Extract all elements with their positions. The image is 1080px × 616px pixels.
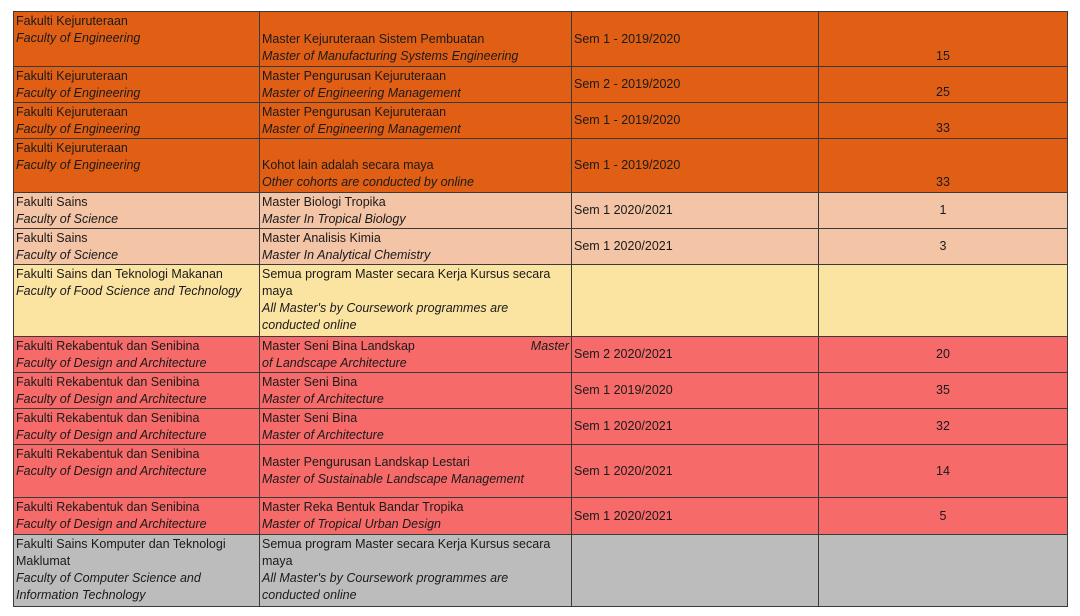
programme-name-en: Master In Analytical Chemistry — [262, 248, 431, 262]
programme-cell[interactable] — [260, 498, 572, 534]
semester-value: Sem 1 2020/2021 — [574, 203, 673, 217]
count-cell[interactable] — [819, 12, 1068, 66]
semester-value: Sem 1 2020/2021 — [574, 508, 673, 523]
programme-name-en: Master In Tropical Biology — [262, 212, 406, 226]
faculty-name-en: Faculty of Engineering — [16, 31, 141, 45]
programme-cell[interactable] — [260, 193, 572, 228]
table-row — [13, 265, 1068, 337]
semester-cell[interactable] — [572, 229, 819, 264]
count-cell[interactable] — [819, 265, 1068, 336]
programme-cell[interactable] — [260, 67, 572, 102]
programme-name-en: Master of Engineering Management — [262, 122, 461, 136]
programme-name-line — [262, 338, 569, 355]
faculty-name-en: Faculty of Design and Architecture — [16, 356, 207, 370]
programme-name-ms: Master Seni Bina — [262, 375, 358, 389]
semester-cell[interactable] — [572, 139, 819, 192]
semester-value: Sem 1 - 2019/2020 — [574, 158, 681, 172]
table-row — [13, 11, 1068, 67]
semester-cell[interactable] — [572, 445, 819, 497]
faculty-name-ms: Fakulti Rekabentuk dan Senibina — [16, 339, 200, 353]
programme-table — [13, 11, 1068, 607]
faculty-cell[interactable] — [13, 103, 260, 138]
semester-cell[interactable] — [572, 265, 819, 336]
table-row — [13, 445, 1068, 498]
count-value: 1 — [939, 203, 947, 217]
faculty-name-ms: Fakulti Sains dan Teknologi Makanan — [16, 267, 223, 281]
programme-name-en: of Landscape Architecture — [262, 356, 407, 370]
table-row — [13, 373, 1068, 409]
faculty-cell[interactable] — [13, 67, 260, 102]
faculty-name-ms: Fakulti Kejuruteraan — [16, 141, 128, 155]
faculty-name-ms: Fakulti Kejuruteraan — [16, 14, 128, 28]
faculty-cell[interactable] — [13, 409, 260, 444]
programme-name-ms: Master Seni Bina Landskap — [262, 339, 415, 353]
programme-name-ms: Master Biologi Tropika — [262, 195, 386, 209]
programme-name-ms: Master Reka Bentuk Bandar Tropika — [262, 500, 464, 514]
semester-value: Sem 2 - 2019/2020 — [574, 77, 681, 91]
semester-cell[interactable] — [572, 409, 819, 444]
faculty-name-en: Faculty of Computer Science and Information Technology — [16, 571, 201, 602]
count-value: 15 — [936, 49, 950, 63]
count-cell[interactable] — [819, 229, 1068, 264]
semester-value: Sem 1 - 2019/2020 — [574, 31, 681, 46]
faculty-cell[interactable] — [13, 229, 260, 264]
programme-cell[interactable] — [260, 337, 572, 372]
faculty-cell[interactable] — [13, 139, 260, 192]
table-row — [13, 498, 1068, 535]
faculty-name-en: Faculty of Design and Architecture — [16, 392, 207, 406]
count-cell[interactable] — [819, 498, 1068, 534]
programme-cell[interactable] — [260, 445, 572, 497]
faculty-cell[interactable] — [13, 265, 260, 336]
faculty-name-en: Faculty of Design and Architecture — [16, 464, 207, 478]
faculty-cell[interactable] — [13, 12, 260, 66]
faculty-cell[interactable] — [13, 498, 260, 534]
count-cell[interactable] — [819, 193, 1068, 228]
count-value: 25 — [936, 85, 950, 99]
programme-name-en: All Master's by Coursework programmes are conducted online — [262, 571, 509, 602]
programme-name-ms: Master Kejuruteraan Sistem Pembuatan — [262, 32, 485, 46]
programme-name-en: Master of Architecture — [262, 392, 384, 406]
table-row — [13, 409, 1068, 445]
faculty-name-en: Faculty of Design and Architecture — [16, 428, 207, 442]
programme-name-ms: Master Analisis Kimia — [262, 231, 381, 245]
faculty-name-ms: Fakulti Rekabentuk dan Senibina — [16, 500, 200, 514]
faculty-name-en: Faculty of Engineering — [16, 122, 141, 136]
count-cell[interactable] — [819, 409, 1068, 444]
faculty-name-en: Faculty of Design and Architecture — [16, 517, 207, 531]
faculty-name-ms: Fakulti Rekabentuk dan Senibina — [16, 375, 200, 389]
semester-cell[interactable] — [572, 498, 819, 534]
count-value: 33 — [936, 121, 950, 135]
faculty-name-ms: Fakulti Sains Komputer dan Teknologi Maklumat — [16, 537, 226, 568]
table-row — [13, 229, 1068, 265]
programme-cell[interactable] — [260, 373, 572, 408]
count-value: 33 — [936, 175, 950, 189]
faculty-name-ms: Fakulti Sains — [16, 231, 88, 245]
faculty-name-ms: Fakulti Kejuruteraan — [16, 69, 128, 83]
programme-name-en: All Master's by Coursework programmes are conducted online — [262, 301, 509, 332]
programme-cell[interactable] — [260, 103, 572, 138]
count-value: 5 — [939, 508, 947, 523]
table-row — [13, 67, 1068, 103]
count-cell[interactable] — [819, 373, 1068, 408]
faculty-cell[interactable] — [13, 535, 260, 606]
faculty-cell[interactable] — [13, 373, 260, 408]
semester-cell[interactable] — [572, 535, 819, 606]
faculty-name-ms: Fakulti Rekabentuk dan Senibina — [16, 447, 200, 461]
programme-name-ms: Master Pengurusan Kejuruteraan — [262, 105, 447, 119]
programme-name-ms: Master Pengurusan Landskap Lestari — [262, 455, 470, 469]
faculty-name-en: Faculty of Engineering — [16, 158, 141, 172]
faculty-name-en: Faculty of Science — [16, 212, 119, 226]
programme-cell[interactable] — [260, 265, 572, 336]
faculty-name-en: Faculty of Food Science and Technology — [16, 284, 242, 298]
table-row — [13, 103, 1068, 139]
semester-value: Sem 2 2020/2021 — [574, 347, 673, 361]
semester-value: Sem 1 2019/2020 — [574, 383, 673, 397]
count-value: 32 — [936, 419, 950, 433]
programme-name-ms: Master Seni Bina — [262, 411, 358, 425]
table-row — [13, 139, 1068, 193]
semester-value: Sem 1 2020/2021 — [574, 419, 673, 433]
count-cell[interactable] — [819, 535, 1068, 606]
programme-name-ms: Master Pengurusan Kejuruteraan — [262, 69, 447, 83]
faculty-cell[interactable] — [13, 445, 260, 497]
programme-name-ms: Semua program Master secara Kerja Kursus secara maya — [262, 267, 551, 298]
faculty-name-en: Faculty of Science — [16, 248, 119, 262]
programme-name-en: Master of Engineering Management — [262, 86, 461, 100]
programme-name-en-prefix: Master — [530, 339, 569, 353]
programme-cell[interactable] — [260, 409, 572, 444]
count-value: 20 — [936, 347, 950, 361]
programme-name-ms: Kohot lain adalah secara maya — [262, 158, 434, 172]
semester-value: Sem 1 2020/2021 — [574, 463, 673, 478]
semester-value: Sem 1 - 2019/2020 — [574, 113, 681, 127]
programme-cell[interactable] — [260, 535, 572, 606]
count-cell[interactable] — [819, 67, 1068, 102]
table-row — [13, 337, 1068, 373]
programme-name-ms: Semua program Master secara Kerja Kursus secara maya — [262, 537, 551, 568]
programme-name-en: Master of Manufacturing Systems Engineering — [262, 49, 519, 63]
faculty-cell[interactable] — [13, 193, 260, 228]
count-value: 35 — [936, 383, 950, 397]
count-cell[interactable] — [819, 445, 1068, 497]
semester-cell[interactable] — [572, 103, 819, 138]
faculty-name-en: Faculty of Engineering — [16, 86, 141, 100]
programme-name-en: Master of Sustainable Landscape Management — [262, 472, 524, 486]
table-row — [13, 193, 1068, 229]
faculty-name-ms: Fakulti Rekabentuk dan Senibina — [16, 411, 200, 425]
semester-value: Sem 1 2020/2021 — [574, 239, 673, 253]
faculty-name-ms: Fakulti Kejuruteraan — [16, 105, 128, 119]
semester-cell[interactable] — [572, 12, 819, 66]
faculty-name-ms: Fakulti Sains — [16, 195, 88, 209]
programme-cell[interactable] — [260, 12, 572, 66]
programme-cell[interactable] — [260, 229, 572, 264]
programme-name-en: Other cohorts are conducted by online — [262, 175, 474, 189]
faculty-cell[interactable] — [13, 337, 260, 372]
semester-cell[interactable] — [572, 337, 819, 372]
semester-cell[interactable] — [572, 373, 819, 408]
count-cell[interactable] — [819, 103, 1068, 138]
programme-name-en: Master of Architecture — [262, 428, 384, 442]
table-row — [13, 535, 1068, 607]
programme-cell[interactable] — [260, 139, 572, 192]
semester-cell[interactable] — [572, 67, 819, 102]
count-cell[interactable] — [819, 337, 1068, 372]
count-value: 3 — [939, 239, 947, 253]
semester-cell[interactable] — [572, 193, 819, 228]
programme-name-en: Master of Tropical Urban Design — [262, 517, 442, 531]
count-cell[interactable] — [819, 139, 1068, 192]
count-value: 14 — [936, 463, 950, 478]
